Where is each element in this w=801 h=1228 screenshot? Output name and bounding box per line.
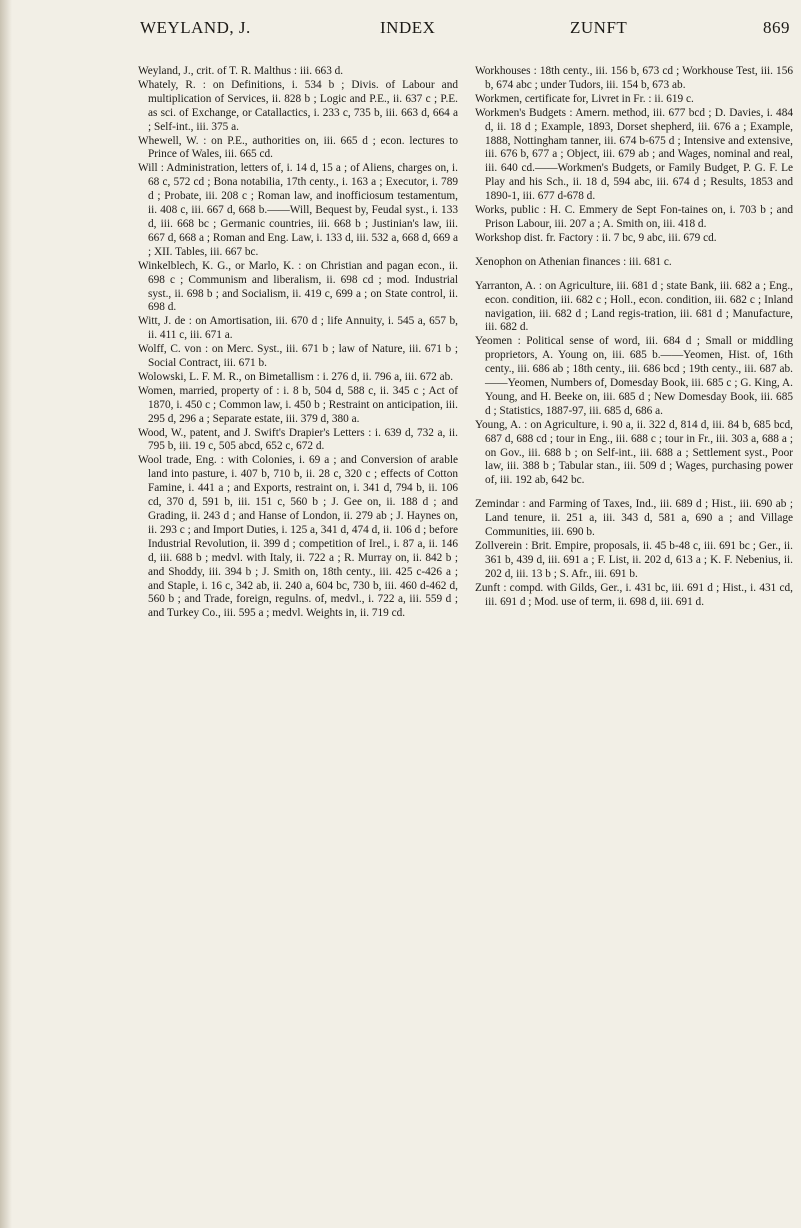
index-entry: Women, married, property of : i. 8 b, 504 d, 588 c, ii. 345 c ; Act of 1870, i. 450 c ; Common law, i. 450 b ; Restraint on anticipation, iii. 295 d, 296 a ; Separate estate, iii. 379 d, 380 a. bbox=[138, 384, 458, 425]
index-entry: Workhouses : 18th centy., iii. 156 b, 673 cd ; Workhouse Test, iii. 156 b, 674 abc ; under Tudors, iii. 154 b, 673 ab. bbox=[475, 65, 793, 91]
right-column bbox=[475, 65, 793, 610]
header-right-heading: ZUNFT bbox=[570, 18, 628, 37]
index-entry: Yarranton, A. : on Agriculture, iii. 681 d ; state Bank, iii. 682 a ; Eng., econ. condition, iii. 682 c ; Holl., econ. condition, iii. 682 c ; Inland navigation, iii. 682 d ; Land regis-tration, iii. 681 d ; Manufacture, iii. 682 d. bbox=[475, 279, 793, 334]
section-gap bbox=[475, 488, 793, 498]
index-entry: Yeomen : Political sense of word, iii. 684 d ; Small or middling proprietors, A. Young on, iii. 685 b.——Yeomen, Hist. of, 16th centy., iii. 686 ab ; 18th centy., iii. 686 bcd ; 19th centy., iii. 687 ab.——Yeomen, Numbers of, Domesday Book, iii. 685 c ; G. King, A. Young, and H. Beeke on, iii. 685 d ; New Domesday Book, iii. 685 d ; Statistics, 1887-97, iii. 685 d, 686 a. bbox=[475, 335, 793, 417]
index-entry: Workshop dist. fr. Factory : ii. 7 bc, 9 abc, iii. 679 cd. bbox=[475, 231, 717, 244]
section-gap bbox=[475, 270, 793, 280]
index-entry: Young, A. : on Agriculture, i. 90 a, ii. 322 d, 814 d, iii. 84 b, 685 bcd, 687 d, 688 cd ; tour in Eng., iii. 688 c ; tour in Fr., iii. 303 a, 688 a ; on Gov., iii. 688 b ; on Self-int., iii. 688 a ; Settlement syst., Poor law, iii. 388 b ; Tabular stan., iii. 509 d ; Wages, purchasing power of, iii. 192 ab, 642 bc. bbox=[475, 418, 793, 487]
index-entry: Zemindar : and Farming of Taxes, Ind., iii. 689 d ; Hist., iii. 690 ab ; Land tenure, ii. 251 a, iii. 343 d, 581 a, 690 a ; and Village Communities, iii. 690 b. bbox=[475, 498, 793, 539]
index-entry: Wood, W., patent, and J. Swift's Drapier's Letters : i. 639 d, 732 a, ii. 795 b, iii. 19 c, 505 abcd, 652 c, 672 d. bbox=[138, 426, 458, 453]
index-entry: Zollverein : Brit. Empire, proposals, ii. 45 b-48 c, iii. 691 bc ; Ger., ii. 361 b, 439 d, iii. 691 a ; F. List, ii. 202 d, 613 a ; K. F. Nebenius, ii. 202 d, iii. 13 b ; S. Afr., iii. 691 b. bbox=[475, 540, 793, 580]
page-header bbox=[140, 18, 790, 50]
index-entry: Workmen's Budgets : Amern. method, iii. 677 bcd ; D. Davies, i. 484 d, ii. 18 d ; Example, 1893, Dorset shepherd, iii. 676 a ; Example, 1888, Nottingham tanner, iii. 674 b-675 d ; Intensive and extensive, iii. 676 b, 677 a ; Object, iii. 679 ab ; and Wages, nominal and real, iii. 640 cd.——Workmen's Budgets, or Family Budget, P. G. F. Le Play and his Sch., ii. 18 d, 594 abc, iii. 674 d ; Results, 1853 and 1890-1, iii. 677 d-678 d. bbox=[475, 106, 793, 203]
index-entry: Witt, J. de : on Amortisation, iii. 670 d ; life Annuity, i. 545 a, 657 b, ii. 411 c, iii. 671 a. bbox=[138, 315, 458, 342]
index-entry: Zunft : compd. with Gilds, Ger., i. 431 bc, iii. 691 d ; Hist., i. 431 cd, iii. 691 d ; Mod. use of term, ii. 698 d, iii. 691 d. bbox=[475, 581, 793, 608]
index-entry: Weyland, J., crit. of T. R. Malthus : iii. 663 d. bbox=[138, 65, 344, 77]
index-entry: Wool trade, Eng. : with Colonies, i. 69 a ; and Conversion of arable land into pasture, i. 407 b, 710 b, ii. 28 c, 320 c ; effects of Cotton Famine, i. 441 a ; and Exports, restraint on, i. 341 d, 794 b, ii. 106 cd, 370 d, 591 b, iii. 151 c, 560 b ; J. Gee on, ii. 188 d ; and Grading, ii. 243 d ; and Hanse of London, ii. 279 ab ; J. Haynes on, ii. 293 c ; and Import Duties, i. 125 a, 341 d, 474 d, ii. 106 d ; before Industrial Revolution, ii. 399 d ; competition of Irel., i. 87 a, ii. 146 d, iii. 688 b ; medvl. with Italy, ii. 722 a ; R. Murray on, ii. 842 b ; and Shoddy, iii. 394 b ; J. Smith on, 18th centy., iii. 425 c-426 a ; and Staple, i. 16 c, 342 ab, ii. 240 a, 604 bc, 730 b, iii. 460 d-462 d, 560 b ; and Trade, foreign, regulns. of, medvl., i. 722 a, iii. 559 d ; and Turkey Co., iii. 595 a ; medvl. Weights in, ii. 719 cd. bbox=[138, 454, 458, 620]
index-entry: Will : Administration, letters of, i. 14 d, 15 a ; of Aliens, charges on, i. 68 c, 572 cd ; Bona notabilia, 17th centy., i. 163 a ; Executor, i. 789 d ; Probate, iii. 208 c ; Roman law, and inofficiosum testamentum, ii. 408 c, iii. 667 d, 668 b.——Will, Bequest by, Feudal syst., i. 133 d, iii. 668 bc ; Germanic countries, iii. 668 b ; Justinian's law, iii. 667 d, 668 a ; Roman and Eng. Law, i. 133 d, iii. 532 a, 668 d, 669 a ; XII. Tables, iii. 667 bc. bbox=[138, 162, 458, 258]
index-entry: Wolowski, L. F. M. R., on Bimetallism : i. 276 d, ii. 796 a, iii. 672 ab. bbox=[138, 370, 454, 383]
index-entry: Winkelblech, K. G., or Marlo, K. : on Christian and pagan econ., ii. 698 c ; Communism and liberalism, ii. 698 cd ; mod. Industrial syst., ii. 698 b ; and Socialism, ii. 419 c, 699 a ; on State control, ii. 698 d. bbox=[138, 259, 458, 314]
section-gap bbox=[475, 246, 793, 256]
index-entry: Xenophon on Athenian finances : iii. 681 c. bbox=[475, 255, 672, 268]
page-binding-shadow bbox=[0, 0, 12, 1228]
index-entry: Workmen, certificate for, Livret in Fr. : ii. 619 c. bbox=[475, 92, 694, 105]
index-entry: Whately, R. : on Definitions, i. 534 b ; Divis. of Labour and multiplication of Services, ii. 828 b ; Logic and P.E., ii. 637 c ; P.E. as sci. of Exchange, or Catallactics, i. 233 c, 735 b, iii. 663 d, 664 a ; Self-int., iii. 375 a. bbox=[138, 78, 458, 133]
header-index-title: INDEX bbox=[380, 18, 436, 37]
left-column bbox=[138, 65, 458, 621]
index-entry: Works, public : H. C. Emmery de Sept Fon-taines on, i. 703 b ; and Prison Labour, iii. 207 a ; A. Smith on, iii. 418 d. bbox=[475, 204, 793, 230]
page-number: 869 bbox=[763, 18, 790, 37]
index-entry: Wolff, C. von : on Merc. Syst., iii. 671 b ; law of Nature, iii. 671 b ; Social Contract, iii. 671 b. bbox=[138, 343, 458, 370]
index-entry: Whewell, W. : on P.E., authorities on, iii. 665 d ; econ. lectures to Prince of Wales, iii. 665 cd. bbox=[138, 134, 458, 161]
header-left-heading: WEYLAND, J. bbox=[140, 18, 251, 37]
